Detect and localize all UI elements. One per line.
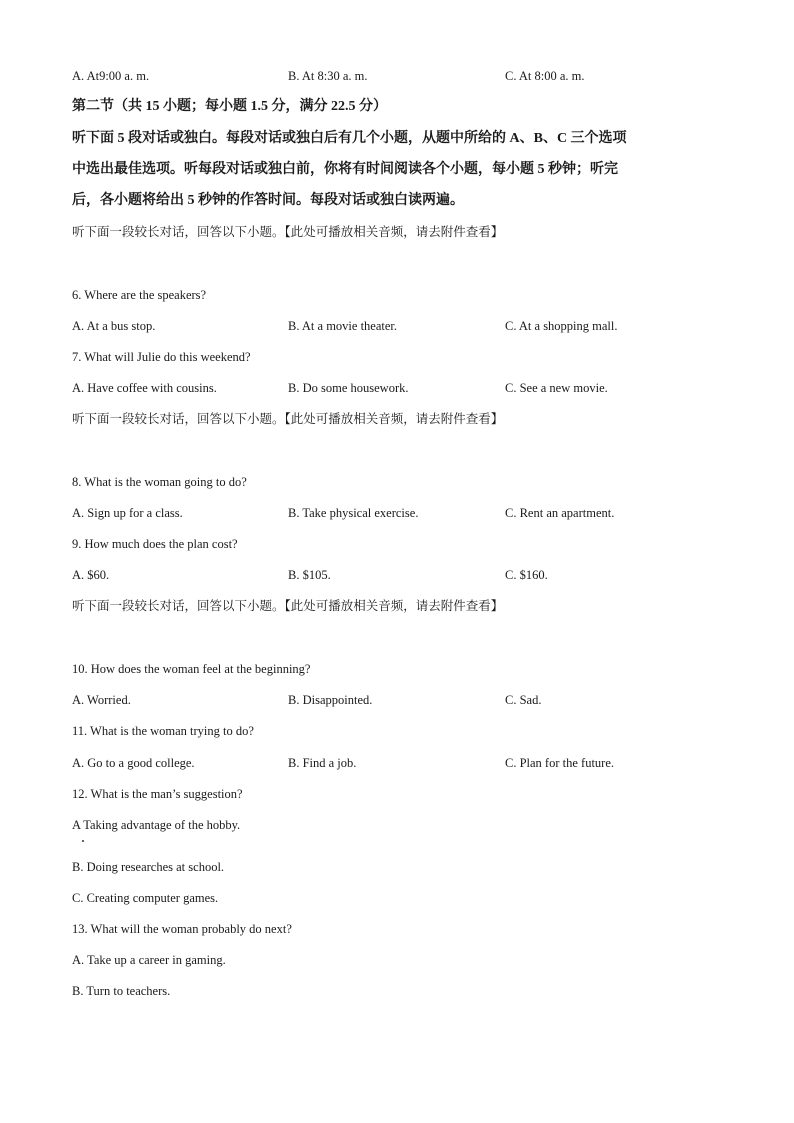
q6-option-c: C. At a shopping mall.: [505, 319, 618, 333]
stray-dot: [82, 840, 84, 842]
q12-option-b: B. Doing researches at school.: [72, 860, 225, 874]
q11-option-c: C. Plan for the future.: [505, 756, 615, 770]
q8-option-a: A. Sign up for a class.: [72, 506, 183, 520]
q5-option-b: B. At 8:30 a. m.: [288, 69, 368, 83]
q6-option-b: B. At a movie theater.: [288, 319, 398, 333]
question-7: 7. What will Julie do this weekend?: [72, 350, 251, 364]
question-13: 13. What will the woman probably do next?: [72, 922, 292, 936]
q5-option-a: A. At9:00 a. m.: [72, 69, 150, 83]
audio-note: 听下面一段较长对话，回答以下小题。【此处可播放相关音频，请去附件查看】: [72, 224, 504, 239]
q9-option-c: C. $160.: [505, 568, 548, 582]
q8-option-c: C. Rent an apartment.: [505, 506, 615, 520]
q9-option-a: A. $60.: [72, 568, 110, 582]
question-9: 9. How much does the plan cost?: [72, 537, 238, 551]
section-instruction-line-1: 听下面 5 段对话或独白。每段对话或独白后有几个小题，从题中所给的 A、B、C 三个选项: [72, 131, 627, 146]
q13-option-a: A. Take up a career in gaming.: [72, 953, 226, 967]
q5-option-c: C. At 8:00 a. m.: [505, 69, 585, 83]
section-title: 第二节（共 15 小题；每小题 1.5 分，满分 22.5 分）: [72, 99, 387, 114]
q8-option-b: B. Take physical exercise.: [288, 506, 419, 520]
q13-option-b: B. Turn to teachers.: [72, 984, 171, 998]
question-12: 12. What is the man’s suggestion?: [72, 787, 243, 801]
q12-option-a: A Taking advantage of the hobby.: [72, 818, 241, 832]
q10-option-c: C. Sad.: [505, 693, 542, 707]
q10-option-a: A. Worried.: [72, 693, 131, 707]
question-10: 10. How does the woman feel at the beginning?: [72, 662, 311, 676]
q9-option-b: B. $105.: [288, 568, 331, 582]
q7-option-c: C. See a new movie.: [505, 381, 608, 395]
q10-option-b: B. Disappointed.: [288, 693, 373, 707]
audio-note: 听下面一段较长对话，回答以下小题。【此处可播放相关音频，请去附件查看】: [72, 598, 504, 613]
q7-option-b: B. Do some housework.: [288, 381, 409, 395]
section-instruction-line-2: 中选出最佳选项。听每段对话或独白前，你将有时间阅读各个小题，每小题 5 秒钟；听完: [72, 162, 618, 177]
question-11: 11. What is the woman trying to do?: [72, 724, 254, 738]
q11-option-a: A. Go to a good college.: [72, 756, 195, 770]
q6-option-a: A. At a bus stop.: [72, 319, 156, 333]
q11-option-b: B. Find a job.: [288, 756, 357, 770]
question-8: 8. What is the woman going to do?: [72, 475, 247, 489]
q7-option-a: A. Have coffee with cousins.: [72, 381, 217, 395]
audio-note: 听下面一段较长对话，回答以下小题。【此处可播放相关音频，请去附件查看】: [72, 411, 504, 426]
q12-option-c: C. Creating computer games.: [72, 891, 219, 905]
section-instruction-line-3: 后，各小题将给出 5 秒钟的作答时间。每段对话或独白读两遍。: [72, 193, 464, 208]
question-6: 6. Where are the speakers?: [72, 288, 207, 302]
